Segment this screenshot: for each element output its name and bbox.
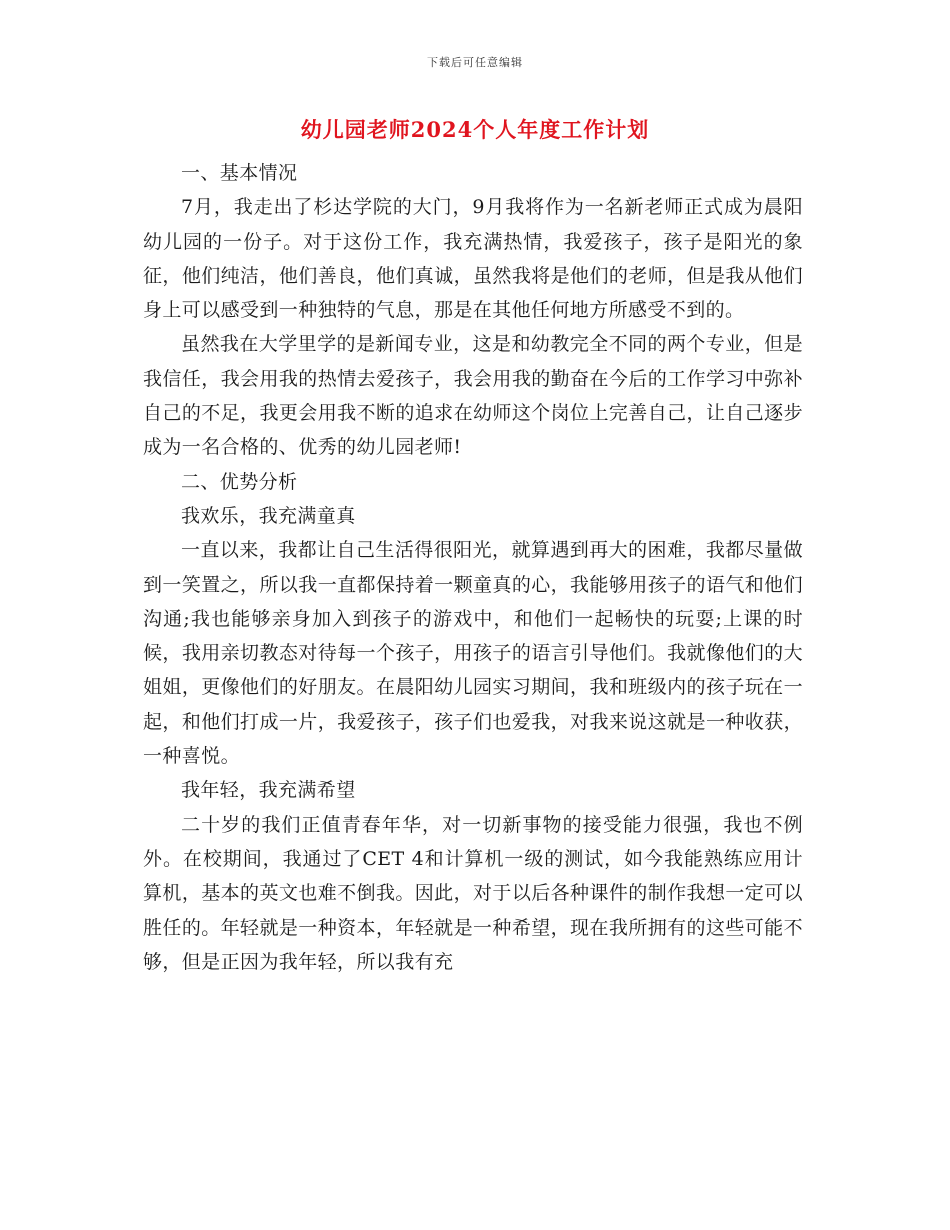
subheading: 我欢乐，我充满童真	[181, 504, 356, 527]
section-heading-advantages: 二、优势分析	[181, 470, 298, 493]
paragraph: 二十岁的我们正值青春年华，对一切新事物的接受能力很强，我也不例外。在校期间，我通过了CET 4和计算机一级的测试，如今我能熟练应用计算机，基本的英文也难不倒我。因此，对于以后各种课件的制作我想一定可以胜任的。年轻就是一种资本，年轻就是一种希望，现在我所拥有的这些可能不够，但是正因为我年轻，所以我有充	[143, 813, 803, 973]
section-heading-basic: 一、基本情况	[181, 162, 298, 184]
paragraph: 一直以来，我都让自己生活得很阳光，就算遇到再大的困难，我都尽量做到一笑置之，所以我一直都保持着一颗童真的心，我能够用孩子的语气和他们沟通;我也能够亲身加入到孩子的游戏中，和他们一起畅快的玩耍;上课的时候，我用亲切教态对待每一个孩子，用孩子的语言引导他们。我就像他们的大姐姐，更像他们的好朋友。在晨阳幼儿园实习期间，我和班级内的孩子玩在一起，和他们打成一片，我爱孩子，孩子们也爱我，对我来说这就是一种收获，一种喜悦。	[143, 539, 803, 768]
document-body	[143, 156, 803, 979]
header-note: 下载后可任意编辑	[427, 56, 523, 69]
paragraph: 7月，我走出了杉达学院的大门，9月我将作为一名新老师正式成为晨阳幼儿园的一份子。对于这份工作，我充满热情，我爱孩子，孩子是阳光的象征，他们纯洁，他们善良，他们真诚，虽然我将是他们的老师，但是我从他们身上可以感受到一种独特的气息，那是在其他任何地方所感受不到的。	[143, 196, 803, 322]
paragraph: 虽然我在大学里学的是新闻专业，这是和幼教完全不同的两个专业，但是我信任，我会用我的热情去爱孩子，我会用我的勤奋在今后的工作学习中弥补自己的不足，我更会用我不断的追求在幼师这个岗位上完善自己，让自己逐步成为一名合格的、优秀的幼儿园老师!	[143, 333, 803, 459]
subheading: 我年轻，我充满希望	[181, 779, 356, 802]
document-title: 幼儿园老师2024个人年度工作计划	[300, 117, 650, 142]
